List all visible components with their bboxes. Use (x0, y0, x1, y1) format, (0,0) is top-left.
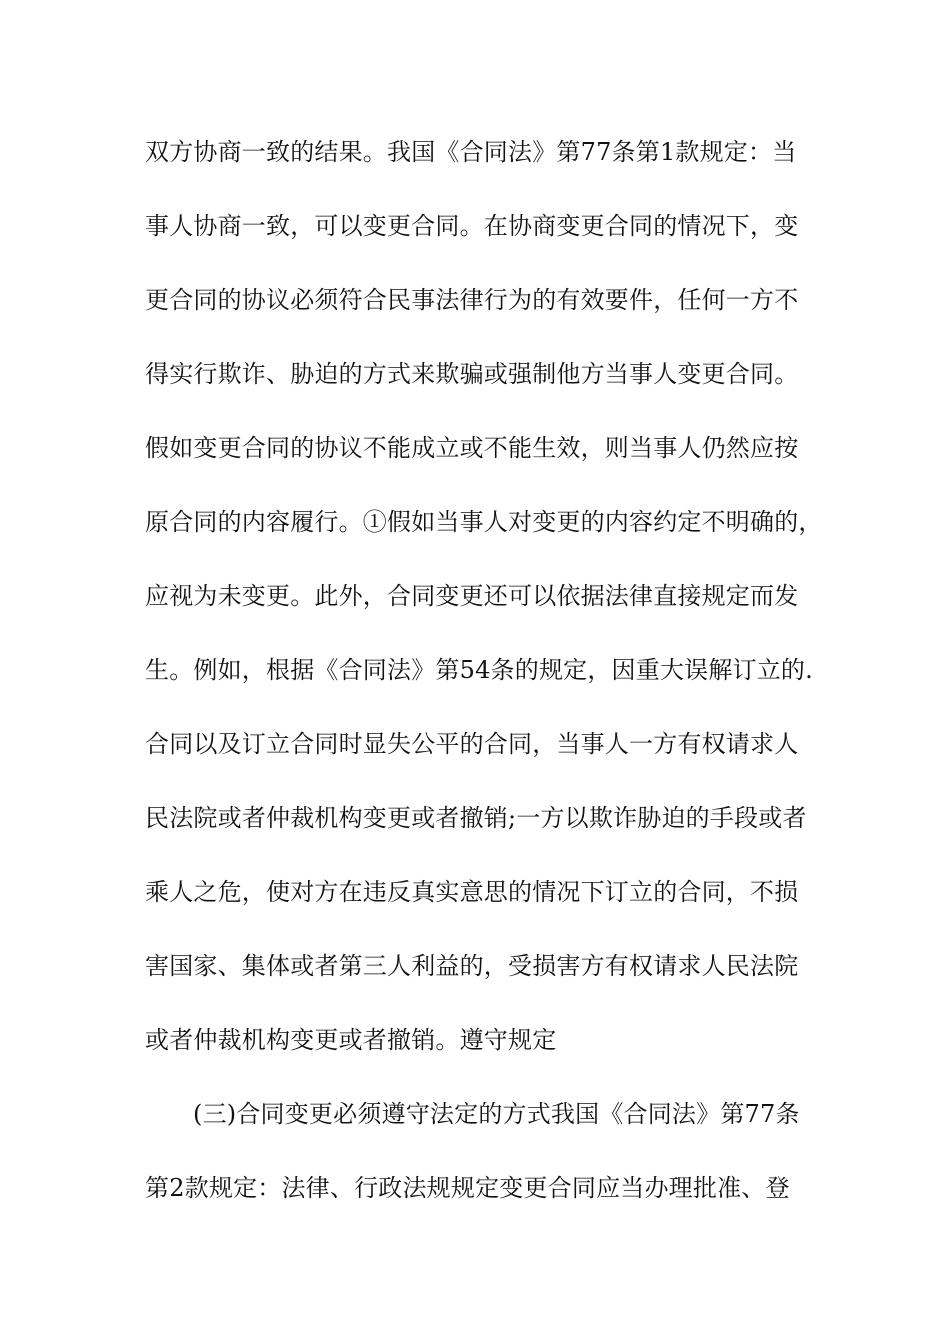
text-line: 应视为未变更。此外，合同变更还可以依据法律直接规定而发 (145, 582, 799, 610)
text-line: 假如变更合同的协议不能成立或不能生效，则当事人仍然应按 (145, 434, 799, 462)
paragraph-heading-line: (三)合同变更必须遵守法定的方式我国《合同法》第77条 (193, 1100, 800, 1128)
text-line: 得实行欺诈、胁迫的方式来欺骗或强制他方当事人变更合同。 (145, 360, 799, 388)
text-line: 民法院或者仲裁机构变更或者撤销;一方以欺诈胁迫的手段或者 (145, 804, 807, 832)
text-line: 合同以及订立合同时显失公平的合同，当事人一方有权请求人 (145, 730, 799, 758)
text-line: 生。例如，根据《合同法》第54条的规定，因重大误解订立的. (145, 656, 813, 684)
text-line: 更合同的协议必须符合民事法律行为的有效要件，任何一方不 (145, 286, 799, 314)
text-line: 或者仲裁机构变更或者撤销。遵守规定 (145, 1026, 557, 1054)
text-line: 害国家、集体或者第三人利益的，受损害方有权请求人民法院 (145, 952, 799, 980)
text-line: 乘人之危，使对方在违反真实意思的情况下订立的合同，不损 (145, 878, 799, 906)
text-line: 第2款规定：法律、行政法规规定变更合同应当办理批准、登 (145, 1174, 790, 1202)
text-line: 事人协商一致，可以变更合同。在协商变更合同的情况下，变 (145, 212, 799, 240)
text-line: 双方协商一致的结果。我国《合同法》第77条第1款规定：当 (145, 138, 797, 166)
text-line: 原合同的内容履行。①假如当事人对变更的内容约定不明确的， (145, 508, 823, 536)
